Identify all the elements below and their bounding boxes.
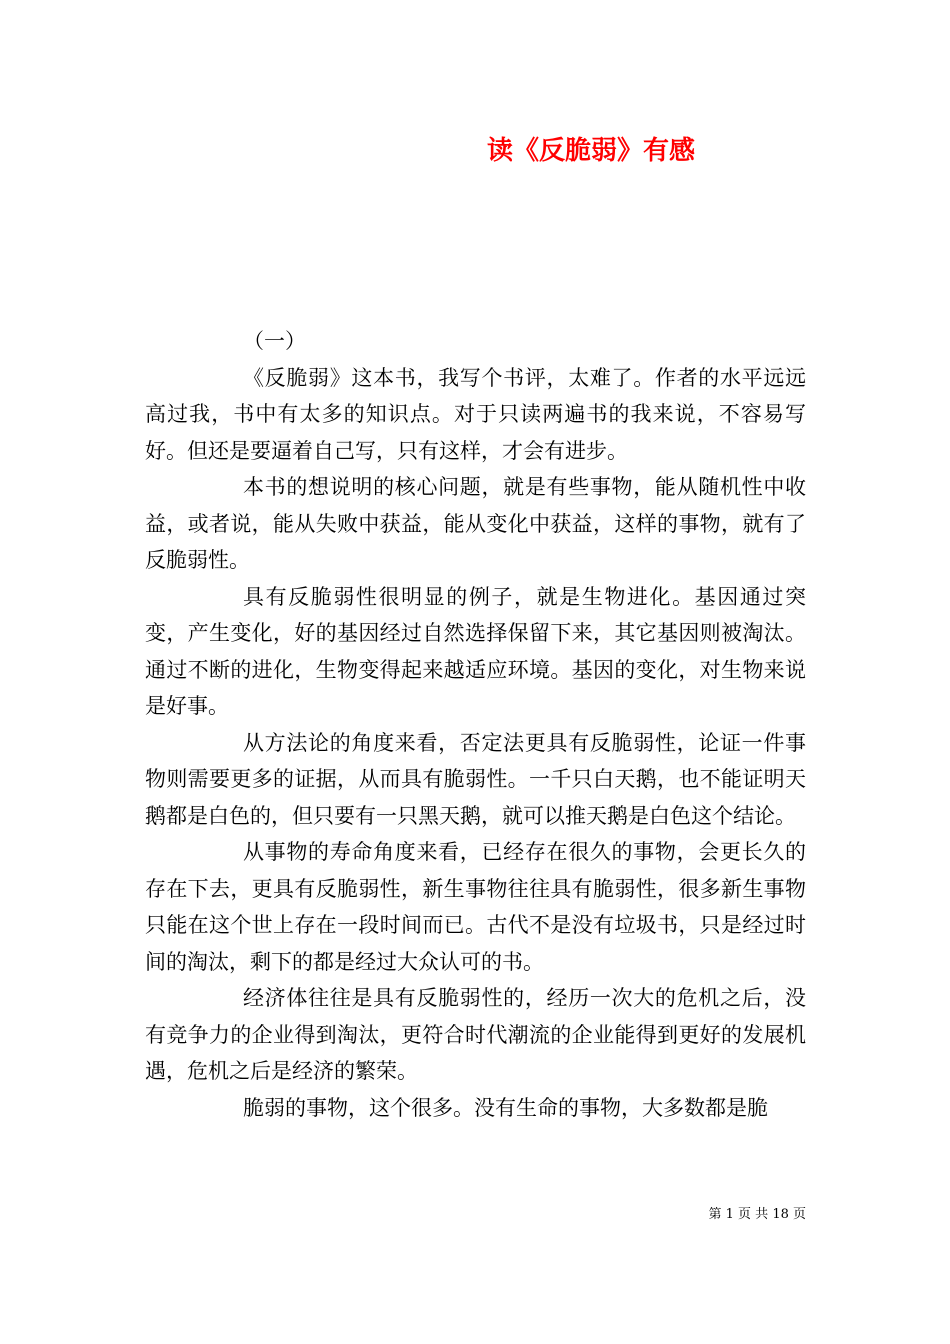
paragraph: 从事物的寿命角度来看，已经存在很久的事物，会更长久的存在下去，更具有反脆弱性，新生事物往往具有脆弱性，很多新生事物只能在这个世上存在一段时间而已。古代不是没有垃圾书，只是经过时间的淘汰，剩下的都是经过大众认可的书。 [145,840,806,974]
document-title: 读《反脆弱》有感 [487,136,696,166]
paragraph: 本书的想说明的核心问题，就是有些事物，能从随机性中收益，或者说，能从失败中获益，能从变化中获益，这样的事物，就有了反脆弱性。 [145,475,806,572]
paragraph: 《反脆弱》这本书，我写个书评，太难了。作者的水平远远高过我，书中有太多的知识点。对于只读两遍书的我来说，不容易写好。但还是要逼着自己写，只有这样，才会有进步。 [145,365,806,463]
section-marker: （一） [243,329,306,353]
paragraph: 具有反脆弱性很明显的例子，就是生物进化。基因通过突变，产生变化，好的基因经过自然选择保留下来，其它基因则被淘汰。通过不断的进化，生物变得起来越适应环境。基因的变化，对生物来说是好事。 [145,584,806,718]
document-body [145,323,806,1126]
paragraph: 脆弱的事物，这个很多。没有生命的事物，大多数都是脆 [243,1095,768,1120]
paragraph: 从方法论的角度来看，否定法更具有反脆弱性，论证一件事物则需要更多的证据，从而具有脆弱性。一千只白天鹅，也不能证明天鹅都是白色的，但只要有一只黑天鹅，就可以推天鹅是白色这个结论。 [145,730,806,828]
paragraph: 经济体往往是具有反脆弱性的，经历一次大的危机之后，没有竞争力的企业得到淘汰，更符合时代潮流的企业能得到更好的发展机遇，危机之后是经济的繁荣。 [145,986,806,1083]
page-footer: 第 1 页 共 18 页 [708,1207,806,1222]
